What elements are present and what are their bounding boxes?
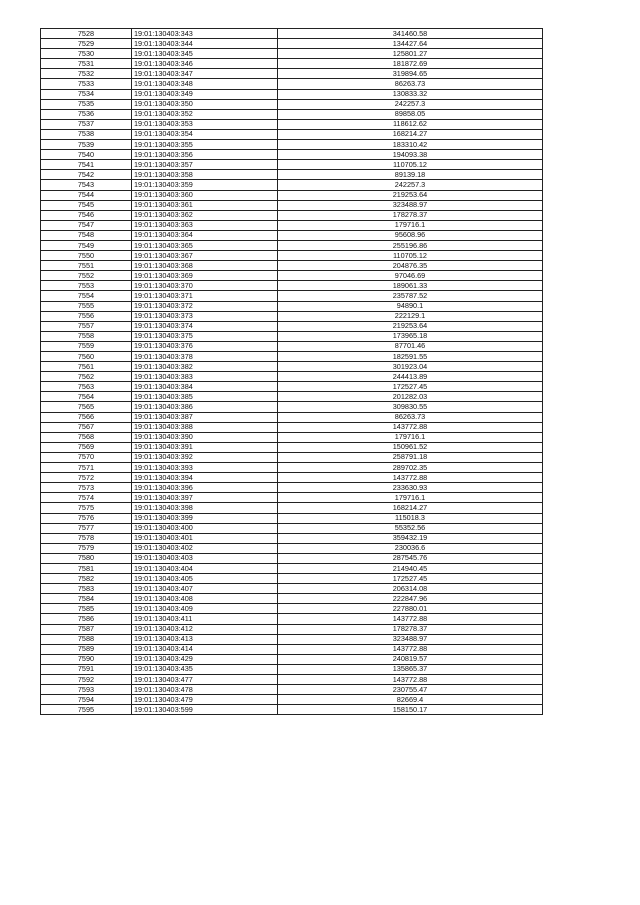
value-cell: 94890.1 xyxy=(278,301,543,311)
value-cell: 82669.4 xyxy=(278,695,543,705)
row-number-cell: 7564 xyxy=(41,392,132,402)
row-number-cell: 7575 xyxy=(41,503,132,513)
value-cell: 115018.3 xyxy=(278,513,543,523)
cadastral-number-cell: 19:01:130403:407 xyxy=(132,584,278,594)
cadastral-number-cell: 19:01:130403:352 xyxy=(132,109,278,119)
value-cell: 118612.62 xyxy=(278,119,543,129)
cadastral-number-cell: 19:01:130403:350 xyxy=(132,99,278,109)
row-number-cell: 7537 xyxy=(41,119,132,129)
cadastral-number-cell: 19:01:130403:388 xyxy=(132,422,278,432)
row-number-cell: 7584 xyxy=(41,594,132,604)
row-number-cell: 7552 xyxy=(41,271,132,281)
cadastral-number-cell: 19:01:130403:435 xyxy=(132,664,278,674)
row-number-cell: 7561 xyxy=(41,362,132,372)
row-number-cell: 7593 xyxy=(41,685,132,695)
row-number-cell: 7558 xyxy=(41,331,132,341)
table-row xyxy=(41,69,543,79)
table-row xyxy=(41,463,543,473)
value-cell: 173965.18 xyxy=(278,331,543,341)
table-row xyxy=(41,382,543,392)
row-number-cell: 7538 xyxy=(41,129,132,139)
table-row xyxy=(41,220,543,230)
value-cell: 95608.96 xyxy=(278,230,543,240)
value-cell: 214940.45 xyxy=(278,563,543,573)
value-cell: 172527.45 xyxy=(278,382,543,392)
table-row xyxy=(41,584,543,594)
table-row xyxy=(41,604,543,614)
value-cell: 227880.01 xyxy=(278,604,543,614)
value-cell: 168214.27 xyxy=(278,129,543,139)
table-row xyxy=(41,483,543,493)
cadastral-number-cell: 19:01:130403:373 xyxy=(132,311,278,321)
value-cell: 242257.3 xyxy=(278,180,543,190)
table-row xyxy=(41,473,543,483)
value-cell: 110705.12 xyxy=(278,251,543,261)
row-number-cell: 7559 xyxy=(41,341,132,351)
value-cell: 130833.32 xyxy=(278,89,543,99)
cadastral-number-cell: 19:01:130403:403 xyxy=(132,553,278,563)
cadastral-number-cell: 19:01:130403:361 xyxy=(132,200,278,210)
row-number-cell: 7532 xyxy=(41,69,132,79)
row-number-cell: 7556 xyxy=(41,311,132,321)
cadastral-number-cell: 19:01:130403:386 xyxy=(132,402,278,412)
cadastral-number-cell: 19:01:130403:397 xyxy=(132,493,278,503)
value-cell: 230755.47 xyxy=(278,685,543,695)
value-cell: 341460.58 xyxy=(278,29,543,39)
cadastral-number-cell: 19:01:130403:357 xyxy=(132,160,278,170)
value-cell: 178278.37 xyxy=(278,210,543,220)
table-row xyxy=(41,695,543,705)
cadastral-number-cell: 19:01:130403:349 xyxy=(132,89,278,99)
value-cell: 323488.97 xyxy=(278,634,543,644)
value-cell: 110705.12 xyxy=(278,160,543,170)
table-row xyxy=(41,119,543,129)
table-row xyxy=(41,160,543,170)
row-number-cell: 7592 xyxy=(41,675,132,685)
value-cell: 255196.86 xyxy=(278,240,543,250)
cadastral-number-cell: 19:01:130403:375 xyxy=(132,331,278,341)
row-number-cell: 7528 xyxy=(41,29,132,39)
table-row xyxy=(41,553,543,563)
cadastral-number-cell: 19:01:130403:358 xyxy=(132,170,278,180)
cadastral-number-cell: 19:01:130403:360 xyxy=(132,190,278,200)
cadastral-number-cell: 19:01:130403:344 xyxy=(132,39,278,49)
table-row xyxy=(41,644,543,654)
row-number-cell: 7570 xyxy=(41,452,132,462)
value-cell: 89858.05 xyxy=(278,109,543,119)
table-row xyxy=(41,675,543,685)
cadastral-number-cell: 19:01:130403:413 xyxy=(132,634,278,644)
table-row xyxy=(41,150,543,160)
cadastral-number-cell: 19:01:130403:374 xyxy=(132,321,278,331)
row-number-cell: 7534 xyxy=(41,89,132,99)
value-cell: 143772.88 xyxy=(278,473,543,483)
value-cell: 97046.69 xyxy=(278,271,543,281)
table-row xyxy=(41,503,543,513)
table-row xyxy=(41,372,543,382)
table-row xyxy=(41,412,543,422)
cadastral-number-cell: 19:01:130403:345 xyxy=(132,49,278,59)
cadastral-number-cell: 19:01:130403:390 xyxy=(132,432,278,442)
cadastral-number-cell: 19:01:130403:414 xyxy=(132,644,278,654)
value-cell: 235787.52 xyxy=(278,291,543,301)
cadastral-number-cell: 19:01:130403:365 xyxy=(132,240,278,250)
row-number-cell: 7545 xyxy=(41,200,132,210)
table-row xyxy=(41,422,543,432)
value-cell: 86263.73 xyxy=(278,412,543,422)
cadastral-number-cell: 19:01:130403:364 xyxy=(132,230,278,240)
table-row xyxy=(41,523,543,533)
row-number-cell: 7574 xyxy=(41,493,132,503)
cadastral-number-cell: 19:01:130403:347 xyxy=(132,69,278,79)
value-cell: 179716.1 xyxy=(278,432,543,442)
table-row xyxy=(41,261,543,271)
cadastral-number-cell: 19:01:130403:346 xyxy=(132,59,278,69)
value-cell: 143772.88 xyxy=(278,644,543,654)
row-number-cell: 7540 xyxy=(41,150,132,160)
table-row xyxy=(41,614,543,624)
value-cell: 178278.37 xyxy=(278,624,543,634)
value-cell: 125801.27 xyxy=(278,49,543,59)
row-number-cell: 7566 xyxy=(41,412,132,422)
table-row xyxy=(41,493,543,503)
table-row xyxy=(41,281,543,291)
cadastral-number-cell: 19:01:130403:478 xyxy=(132,685,278,695)
value-cell: 150961.52 xyxy=(278,442,543,452)
value-cell: 319894.65 xyxy=(278,69,543,79)
row-number-cell: 7578 xyxy=(41,533,132,543)
value-cell: 143772.88 xyxy=(278,422,543,432)
cadastral-number-cell: 19:01:130403:371 xyxy=(132,291,278,301)
row-number-cell: 7551 xyxy=(41,261,132,271)
table-row xyxy=(41,291,543,301)
row-number-cell: 7533 xyxy=(41,79,132,89)
cadastral-number-cell: 19:01:130403:479 xyxy=(132,695,278,705)
row-number-cell: 7546 xyxy=(41,210,132,220)
table-row xyxy=(41,392,543,402)
cadastral-number-cell: 19:01:130403:368 xyxy=(132,261,278,271)
row-number-cell: 7573 xyxy=(41,483,132,493)
cadastral-number-cell: 19:01:130403:367 xyxy=(132,251,278,261)
table-row xyxy=(41,402,543,412)
value-cell: 89139.18 xyxy=(278,170,543,180)
cadastral-number-cell: 19:01:130403:363 xyxy=(132,220,278,230)
cadastral-number-cell: 19:01:130403:392 xyxy=(132,452,278,462)
cadastral-number-cell: 19:01:130403:384 xyxy=(132,382,278,392)
row-number-cell: 7567 xyxy=(41,422,132,432)
value-cell: 258791.18 xyxy=(278,452,543,462)
table-row xyxy=(41,543,543,553)
value-cell: 143772.88 xyxy=(278,675,543,685)
row-number-cell: 7547 xyxy=(41,220,132,230)
cadastral-number-cell: 19:01:130403:385 xyxy=(132,392,278,402)
row-number-cell: 7590 xyxy=(41,654,132,664)
row-number-cell: 7543 xyxy=(41,180,132,190)
cadastral-number-cell: 19:01:130403:408 xyxy=(132,594,278,604)
row-number-cell: 7549 xyxy=(41,240,132,250)
value-cell: 183310.42 xyxy=(278,140,543,150)
cadastral-number-cell: 19:01:130403:376 xyxy=(132,341,278,351)
cadastral-number-cell: 19:01:130403:401 xyxy=(132,533,278,543)
row-number-cell: 7595 xyxy=(41,705,132,715)
row-number-cell: 7548 xyxy=(41,230,132,240)
value-cell: 172527.45 xyxy=(278,574,543,584)
cadastral-number-cell: 19:01:130403:391 xyxy=(132,442,278,452)
value-cell: 242257.3 xyxy=(278,99,543,109)
row-number-cell: 7555 xyxy=(41,301,132,311)
row-number-cell: 7591 xyxy=(41,664,132,674)
value-cell: 181872.69 xyxy=(278,59,543,69)
row-number-cell: 7565 xyxy=(41,402,132,412)
row-number-cell: 7572 xyxy=(41,473,132,483)
table-row xyxy=(41,140,543,150)
table-row xyxy=(41,685,543,695)
cadastral-number-cell: 19:01:130403:393 xyxy=(132,463,278,473)
row-number-cell: 7535 xyxy=(41,99,132,109)
table-row xyxy=(41,654,543,664)
table-row xyxy=(41,624,543,634)
table-row xyxy=(41,664,543,674)
table-row xyxy=(41,251,543,261)
value-cell: 244413.89 xyxy=(278,372,543,382)
cadastral-number-cell: 19:01:130403:356 xyxy=(132,150,278,160)
table-row xyxy=(41,442,543,452)
value-cell: 168214.27 xyxy=(278,503,543,513)
table-row xyxy=(41,321,543,331)
value-cell: 233630.93 xyxy=(278,483,543,493)
row-number-cell: 7542 xyxy=(41,170,132,180)
table-row xyxy=(41,210,543,220)
cadastral-number-cell: 19:01:130403:402 xyxy=(132,543,278,553)
row-number-cell: 7569 xyxy=(41,442,132,452)
table-row xyxy=(41,49,543,59)
row-number-cell: 7554 xyxy=(41,291,132,301)
row-number-cell: 7553 xyxy=(41,281,132,291)
row-number-cell: 7550 xyxy=(41,251,132,261)
value-cell: 309830.55 xyxy=(278,402,543,412)
value-cell: 240819.57 xyxy=(278,654,543,664)
table-row xyxy=(41,341,543,351)
row-number-cell: 7576 xyxy=(41,513,132,523)
row-number-cell: 7529 xyxy=(41,39,132,49)
cadastral-number-cell: 19:01:130403:355 xyxy=(132,140,278,150)
cadastral-number-cell: 19:01:130403:396 xyxy=(132,483,278,493)
table-row xyxy=(41,533,543,543)
value-cell: 289702.35 xyxy=(278,463,543,473)
row-number-cell: 7579 xyxy=(41,543,132,553)
table-row xyxy=(41,170,543,180)
table-row xyxy=(41,190,543,200)
cadastral-number-cell: 19:01:130403:362 xyxy=(132,210,278,220)
row-number-cell: 7539 xyxy=(41,140,132,150)
table-row xyxy=(41,180,543,190)
cadastral-number-cell: 19:01:130403:370 xyxy=(132,281,278,291)
table-row xyxy=(41,634,543,644)
table-row xyxy=(41,452,543,462)
value-cell: 194093.38 xyxy=(278,150,543,160)
row-number-cell: 7580 xyxy=(41,553,132,563)
cadastral-number-cell: 19:01:130403:383 xyxy=(132,372,278,382)
row-number-cell: 7562 xyxy=(41,372,132,382)
cadastral-number-cell: 19:01:130403:404 xyxy=(132,563,278,573)
value-cell: 179716.1 xyxy=(278,220,543,230)
cadastral-number-cell: 19:01:130403:387 xyxy=(132,412,278,422)
value-cell: 135865.37 xyxy=(278,664,543,674)
table-body xyxy=(41,29,543,715)
cadastral-number-cell: 19:01:130403:353 xyxy=(132,119,278,129)
table-row xyxy=(41,352,543,362)
table-row xyxy=(41,200,543,210)
row-number-cell: 7530 xyxy=(41,49,132,59)
cadastral-number-cell: 19:01:130403:378 xyxy=(132,352,278,362)
table-row xyxy=(41,39,543,49)
table-row xyxy=(41,271,543,281)
table-row xyxy=(41,311,543,321)
cadastral-number-cell: 19:01:130403:412 xyxy=(132,624,278,634)
row-number-cell: 7563 xyxy=(41,382,132,392)
table-row xyxy=(41,362,543,372)
value-cell: 323488.97 xyxy=(278,200,543,210)
value-cell: 87701.46 xyxy=(278,341,543,351)
cadastral-number-cell: 19:01:130403:398 xyxy=(132,503,278,513)
table-row xyxy=(41,513,543,523)
row-number-cell: 7536 xyxy=(41,109,132,119)
value-cell: 204876.35 xyxy=(278,261,543,271)
row-number-cell: 7577 xyxy=(41,523,132,533)
row-number-cell: 7589 xyxy=(41,644,132,654)
cadastral-number-cell: 19:01:130403:369 xyxy=(132,271,278,281)
table-row xyxy=(41,594,543,604)
cadastral-number-cell: 19:01:130403:400 xyxy=(132,523,278,533)
table-row xyxy=(41,109,543,119)
row-number-cell: 7557 xyxy=(41,321,132,331)
value-cell: 55352.56 xyxy=(278,523,543,533)
cadastral-number-cell: 19:01:130403:409 xyxy=(132,604,278,614)
value-cell: 222847.96 xyxy=(278,594,543,604)
value-cell: 206314.08 xyxy=(278,584,543,594)
row-number-cell: 7594 xyxy=(41,695,132,705)
table-row xyxy=(41,230,543,240)
table-row xyxy=(41,59,543,69)
table-row xyxy=(41,563,543,573)
table-row xyxy=(41,29,543,39)
row-number-cell: 7544 xyxy=(41,190,132,200)
row-number-cell: 7531 xyxy=(41,59,132,69)
cadastral-number-cell: 19:01:130403:348 xyxy=(132,79,278,89)
table-row xyxy=(41,331,543,341)
table-row xyxy=(41,99,543,109)
value-cell: 219253.64 xyxy=(278,321,543,331)
cadastral-number-cell: 19:01:130403:429 xyxy=(132,654,278,664)
row-number-cell: 7582 xyxy=(41,574,132,584)
value-cell: 201282.03 xyxy=(278,392,543,402)
table-row xyxy=(41,240,543,250)
cadastral-number-cell: 19:01:130403:372 xyxy=(132,301,278,311)
table-row xyxy=(41,301,543,311)
value-cell: 219253.64 xyxy=(278,190,543,200)
row-number-cell: 7588 xyxy=(41,634,132,644)
cadastral-number-cell: 19:01:130403:477 xyxy=(132,675,278,685)
value-cell: 179716.1 xyxy=(278,493,543,503)
value-cell: 230036.6 xyxy=(278,543,543,553)
table-row xyxy=(41,129,543,139)
cadastral-number-cell: 19:01:130403:399 xyxy=(132,513,278,523)
value-cell: 359432.19 xyxy=(278,533,543,543)
row-number-cell: 7568 xyxy=(41,432,132,442)
value-cell: 301923.04 xyxy=(278,362,543,372)
value-cell: 189061.33 xyxy=(278,281,543,291)
row-number-cell: 7571 xyxy=(41,463,132,473)
table-row xyxy=(41,432,543,442)
value-cell: 182591.55 xyxy=(278,352,543,362)
cadastral-number-cell: 19:01:130403:411 xyxy=(132,614,278,624)
row-number-cell: 7587 xyxy=(41,624,132,634)
table-row xyxy=(41,89,543,99)
cadastral-number-cell: 19:01:130403:405 xyxy=(132,574,278,584)
cadastral-number-cell: 19:01:130403:382 xyxy=(132,362,278,372)
row-number-cell: 7581 xyxy=(41,563,132,573)
table-row xyxy=(41,574,543,584)
value-cell: 134427.64 xyxy=(278,39,543,49)
row-number-cell: 7583 xyxy=(41,584,132,594)
cadastral-number-cell: 19:01:130403:359 xyxy=(132,180,278,190)
row-number-cell: 7560 xyxy=(41,352,132,362)
table-row xyxy=(41,705,543,715)
value-cell: 222129.1 xyxy=(278,311,543,321)
row-number-cell: 7586 xyxy=(41,614,132,624)
value-cell: 86263.73 xyxy=(278,79,543,89)
row-number-cell: 7541 xyxy=(41,160,132,170)
value-cell: 158150.17 xyxy=(278,705,543,715)
cadastral-number-cell: 19:01:130403:394 xyxy=(132,473,278,483)
data-table xyxy=(40,28,543,715)
cadastral-number-cell: 19:01:130403:599 xyxy=(132,705,278,715)
table-row xyxy=(41,79,543,89)
value-cell: 287545.76 xyxy=(278,553,543,563)
row-number-cell: 7585 xyxy=(41,604,132,614)
value-cell: 143772.88 xyxy=(278,614,543,624)
cadastral-number-cell: 19:01:130403:343 xyxy=(132,29,278,39)
cadastral-number-cell: 19:01:130403:354 xyxy=(132,129,278,139)
